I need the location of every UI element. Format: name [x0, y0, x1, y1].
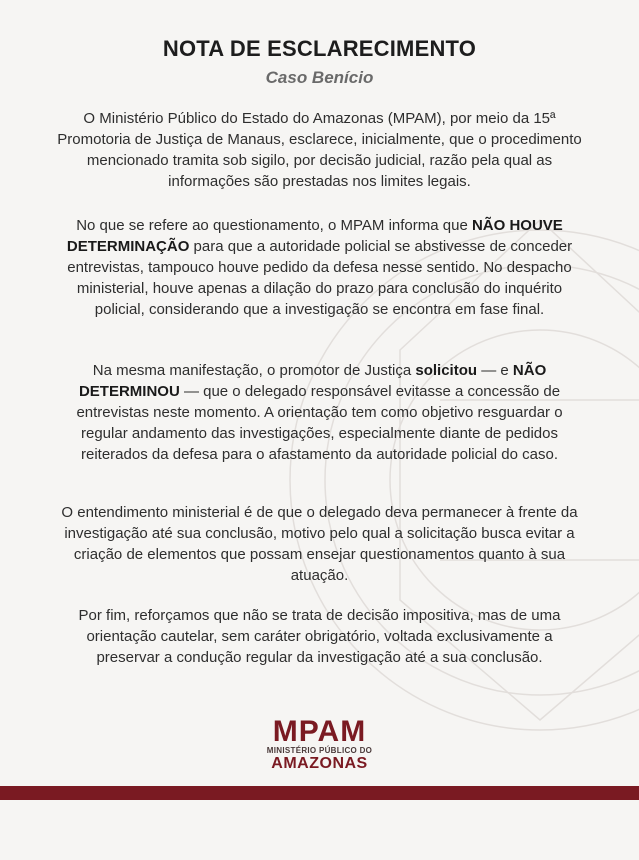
- paragraph-intro: O Ministério Público do Estado do Amazonas (MPAM), por meio da 15ª Promotoria de Justiça de Manaus, esclarece, inicialmente, que o procedimento mencionado tramita sob sigilo, por decisão judicial, razão pela qual as informações são prestadas nos limites legais.: [57, 110, 582, 190]
- paragraph-conclusion: Por fim, reforçamos que não se trata de decisão impositiva, mas de uma orientação cautelar, sem caráter obrigatório, voltada exclusivamente a preservar a condução regular da investigação até a sua conclusão.: [78, 607, 561, 666]
- logo-subtitle: MINISTÉRIO PÚBLICO DO: [266, 746, 373, 755]
- paragraph-understanding: O entendimento ministerial é de que o delegado deva permanecer à frente da investigação até sua conclusão, motivo pelo qual a solicitação busca evitar a criação de elementos que possam ensejar questionamentos quanto à sua atuação.: [61, 504, 578, 584]
- paragraph-determination: [56, 215, 583, 320]
- emphasis-text: NÃO HOUVE DETERMINAÇÃO: [66, 217, 563, 255]
- emphasis-text: NÃO DETERMINOU: [78, 362, 547, 400]
- paragraph-text: No que se refere ao questionamento, o MPAM informa que: [76, 217, 472, 234]
- paragraph-text: — que o delegado responsável evitasse a concessão de entrevistas neste momento. A orientação tem como objetivo resguardar o regular andamento das investigações, especialmente diante de pedidos reiterados da defesa para o afastamento da autoridade policial do caso.: [76, 383, 563, 463]
- footer-bar: [0, 786, 639, 800]
- paragraph-text: — e: [477, 362, 513, 379]
- paragraph-request: [56, 360, 583, 465]
- page-title: NOTA DE ESCLARECIMENTO: [162, 36, 477, 61]
- mpam-logo: [0, 715, 639, 772]
- paragraph-text: para que a autoridade policial se abstivesse de conceder entrevistas, tampouco houve pedido da defesa nesse sentido. No despacho ministerial, houve apenas a dilação do prazo para conclusão do inquérito policial, considerando que a investigação se encontra em fase final.: [67, 238, 573, 318]
- logo-state: AMAZONAS: [271, 755, 368, 772]
- paragraph-text: Na mesma manifestação, o promotor de Justiça: [92, 362, 416, 379]
- emphasis-text: solicitou: [415, 362, 478, 379]
- logo-acronym: MPAM: [272, 715, 367, 748]
- page-subtitle: Caso Benício: [265, 68, 374, 87]
